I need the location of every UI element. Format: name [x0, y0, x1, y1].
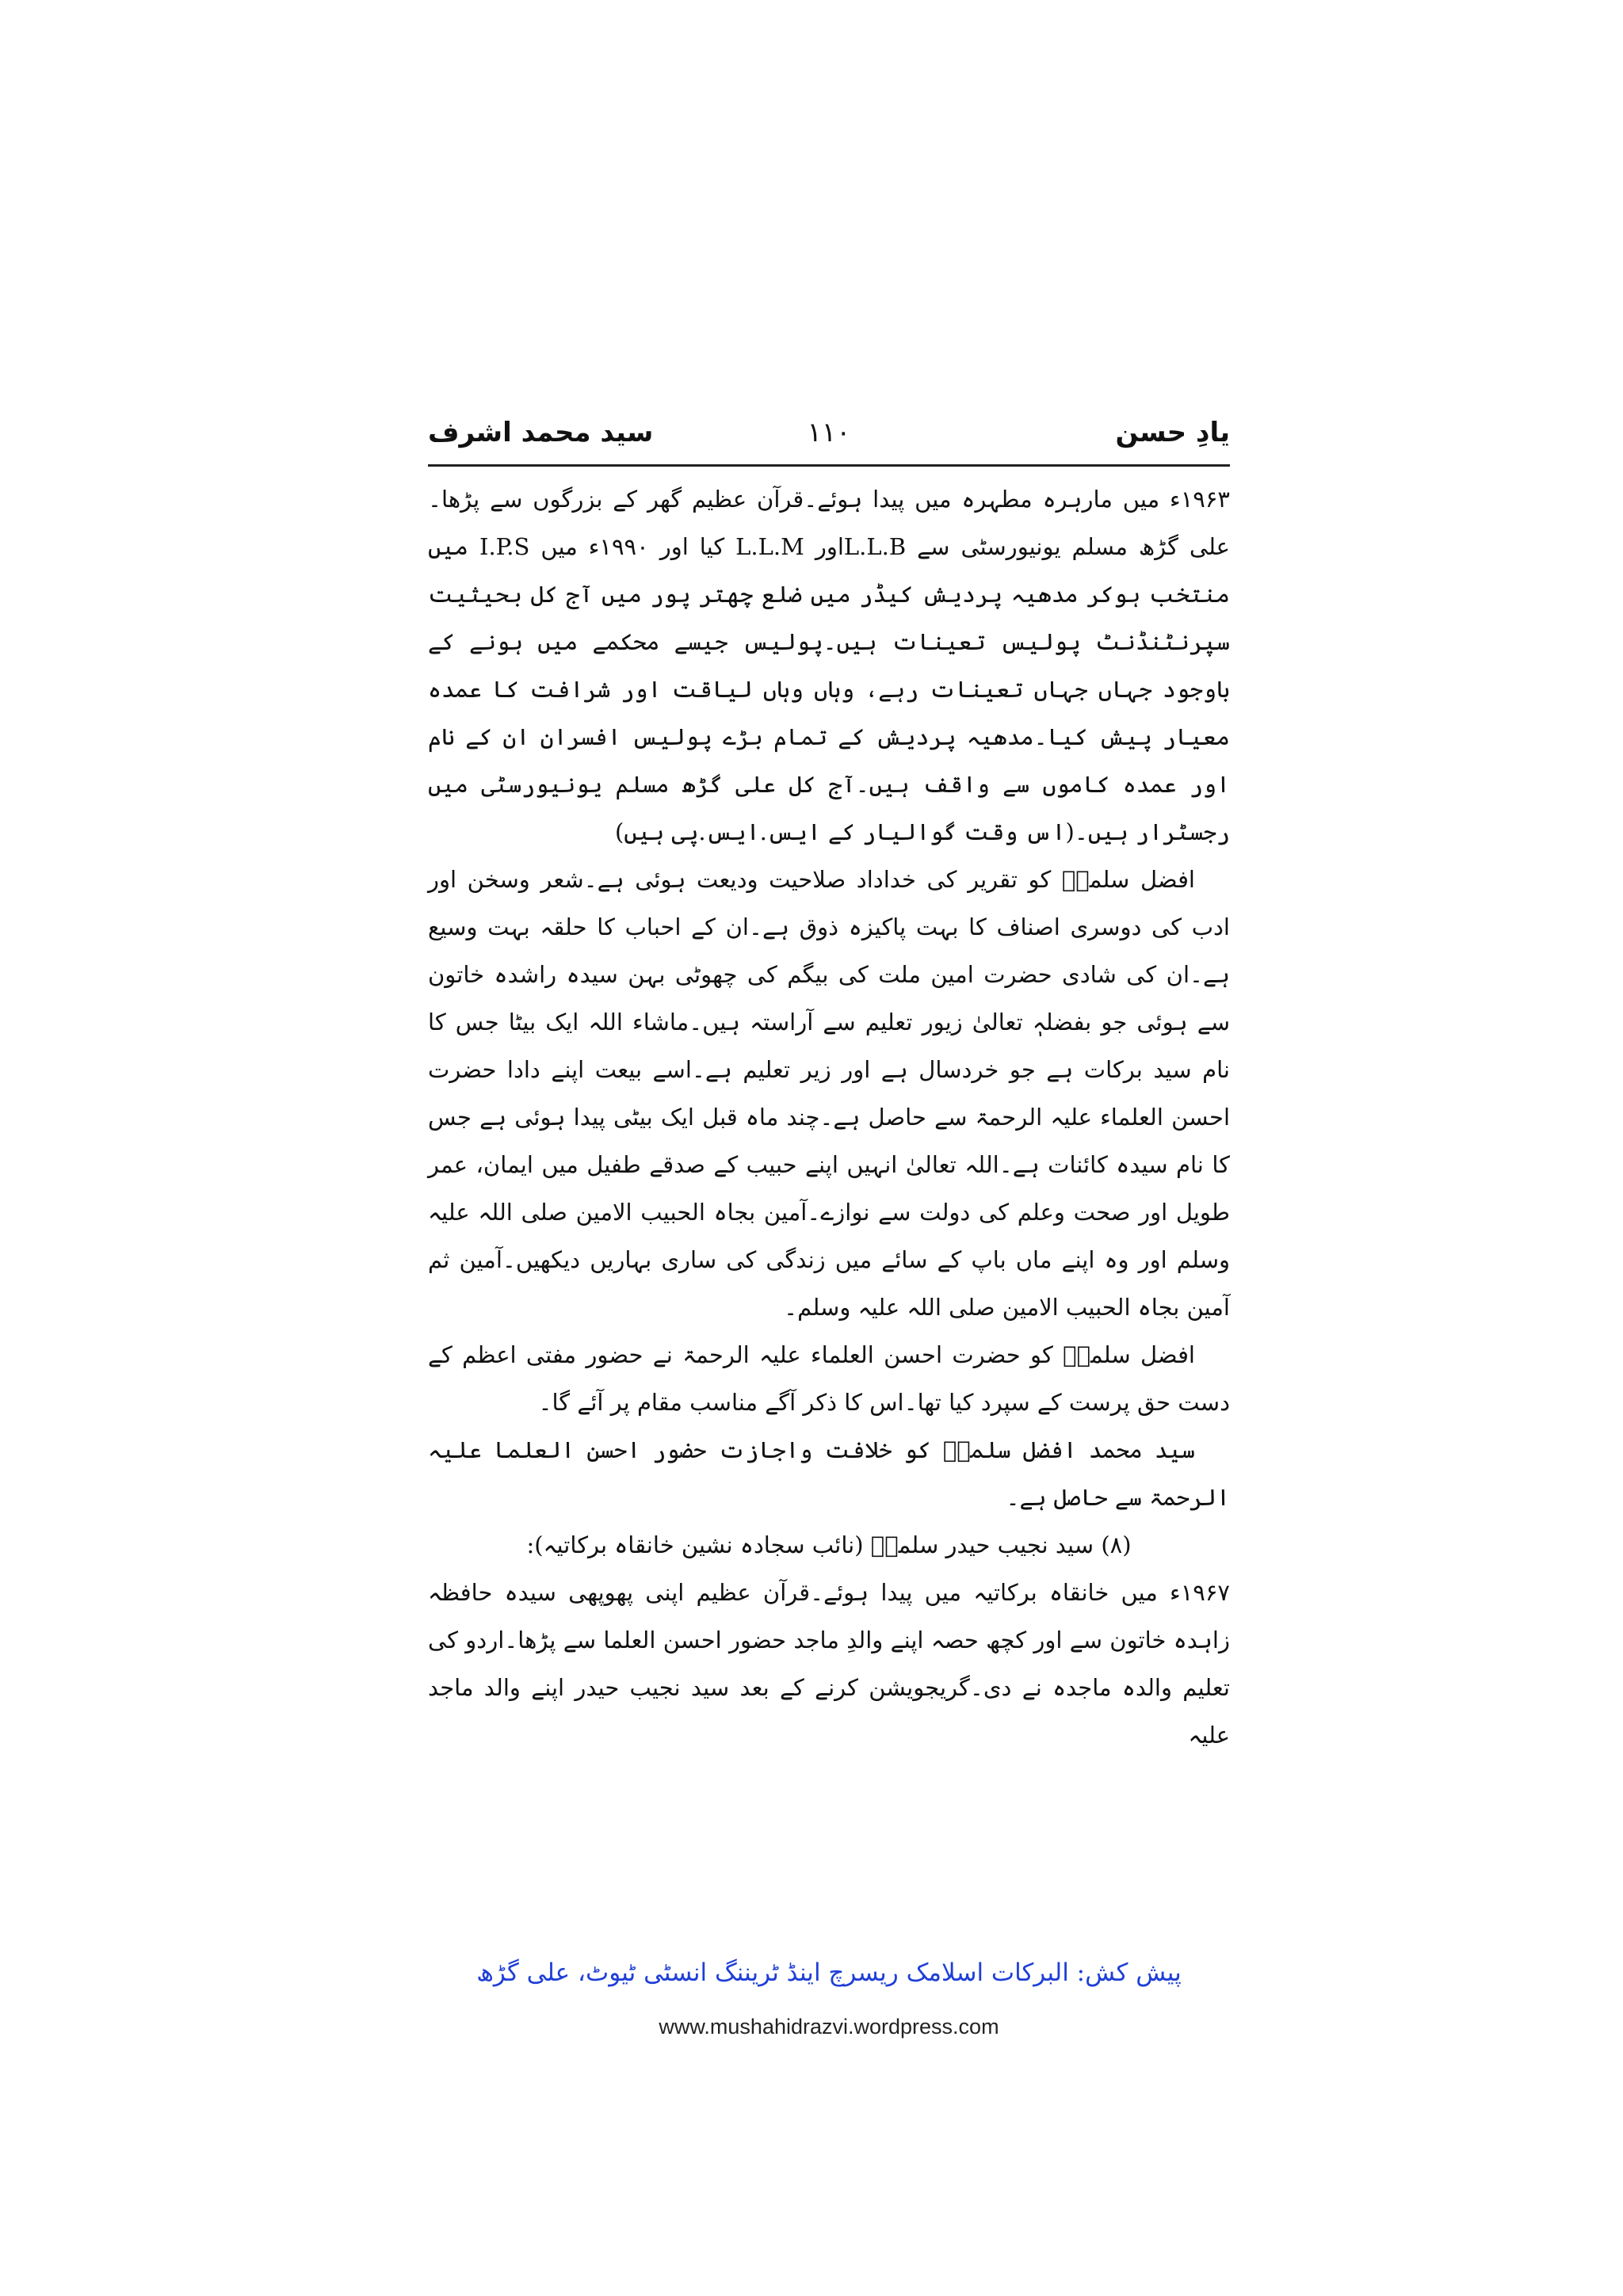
section-heading-najeeb-haider: (۸) سید نجیب حیدر سلمہٗ (نائب سجادہ نشین خانقاہ برکاتیہ): — [526, 1531, 1132, 1558]
paragraph-khilafat: سید محمد افضل سلمہٗ کو خلافت واجازت حضور احسن العلما علیہ الرحمۃ سے حاصل ہے۔ — [428, 1436, 1230, 1511]
book-title: یادِ حسن — [1115, 417, 1230, 448]
website-url: www.mushahidrazvi.wordpress.com — [659, 2015, 999, 2039]
paragraph-family: افضل سلمہٗ کو تقریر کی خداداد صلاحیت ودیعت ہوئی ہے۔شعر وسخن اور ادب کی دوسری اصناف کا بہت پاکیزہ ذوق ہے۔ان کے احباب کا حلقہ بہت وسیع ہے۔ان کی شادی حضرت امین ملت کی بیگم کی چھوٹی بہن سیدہ راشدہ خاتون سے ہوئی جو بفضلہٖ تعالیٰ زیور تعلیم سے آراستہ ہیں۔ماشاء اللہ ایک بیٹا جس کا نام سید برکات ہے جو خردسال ہے اور زیر تعلیم ہے۔اسے بیعت اپنے دادا حضرت احسن العلماء علیہ الرحمۃ سے حاصل ہے۔چند ماہ قبل ایک بیٹی پیدا ہوئی ہے جس کا نام سیدہ کائنات ہے۔اللہ تعالیٰ انہیں اپنے حبیب کے صدقے طفیل میں ایمان، عمر طویل اور صحت وعلم کی دولت سے نوازے۔آمین بجاہ الحبیب الامین صلی اللہ علیہ وسلم اور وہ اپنے ماں باپ کے سائے میں زندگی کی ساری بہاریں دیکھیں۔آمین ثم آمین بجاہ الحبیب الامین صلی اللہ علیہ وسلم۔ — [428, 866, 1230, 1321]
publisher-credit: پیش کش: البرکات اسلامک ریسرچ اینڈ ٹریننگ انسٹی ٹیوٹ، علی گڑھ — [476, 1958, 1182, 1987]
page-number: ۱۱۰ — [807, 417, 851, 448]
running-header — [428, 410, 1230, 458]
paragraph-birth-education: ۱۹۶۳ء میں مارہرہ مطہرہ میں پیدا ہوئے۔قرآن عظیم گھر کے بزرگوں سے پڑھا۔علی گڑھ مسلم یونیورسٹی سے L.L.Bاور L.L.M کیا اور ۱۹۹۰ء میں I.P.S میں منتخب ہوکر مدھیہ پردیش کیڈر میں ضلع چھتر پور میں آج کل بحیثیت سپرنٹنڈنٹ پولیس تعینات ہیں۔پولیس جیسے محکمے میں ہونے کے باوجود جہاں جہاں تعینات رہے، وہاں وہاں لیاقت اور شرافت کا عمدہ معیار پیش کیا۔مدھیہ پردیش کے تمام بڑے پولیس افسران ان کے نام اور عمدہ کاموں سے واقف ہیں۔آج کل علی گڑھ مسلم یونیورسٹی میں رجسٹرار ہیں۔(اس وقت گوالیار کے ایس.ایس.پی ہیں) — [428, 486, 1230, 845]
paragraph-mufti-azam: افضل سلمہٗ کو حضرت احسن العلماء علیہ الرحمۃ نے حضور مفتی اعظم کے دست حق پرست کے سپرد کیا تھا۔اس کا ذکر آگے مناسب مقام پر آئے گا۔ — [428, 1341, 1230, 1416]
paragraph-najeeb-haider: ۱۹۶۷ء میں خانقاہ برکاتیہ میں پیدا ہوئے۔قرآن عظیم اپنی پھوپھی سیدہ حافظہ زاہدہ خاتون سے اور کچھ حصہ اپنے والدِ ماجد حضور احسن العلما سے پڑھا۔اردو کی تعلیم والدہ ماجدہ نے دی۔گریجویشن کرنے کے بعد سید نجیب حیدر اپنے والد ماجد علیہ — [428, 1579, 1230, 1749]
header-divider — [428, 464, 1230, 467]
page-body — [428, 475, 1230, 1759]
author-name: سید محمد اشرف — [428, 417, 654, 448]
